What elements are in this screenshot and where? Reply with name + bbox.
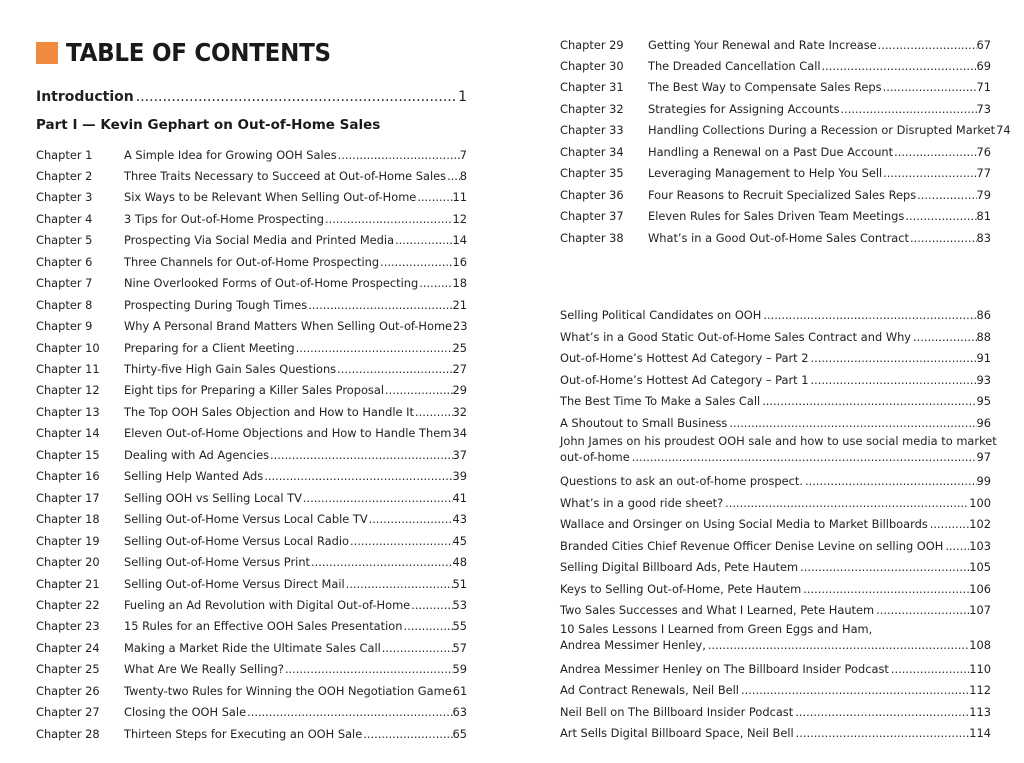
chapter-page: 76 xyxy=(976,144,991,159)
chapter-page: 63 xyxy=(452,705,467,720)
chapter-page: 14 xyxy=(452,233,467,248)
dot-leader xyxy=(811,372,977,388)
article-title-line: 10 Sales Lessons I Learned from Green Eggs and Ham, xyxy=(560,622,873,636)
chapter-page: 51 xyxy=(452,576,467,591)
dot-leader xyxy=(346,577,453,591)
article-title: Keys to Selling Out-of-Home, Pete Hautem xyxy=(560,581,802,596)
article-title: Out-of-Home’s Hottest Ad Category – Part 2 xyxy=(560,350,809,365)
article-title-line: John James on his proudest OOH sale and how to use social media to market xyxy=(560,434,997,448)
article-entry xyxy=(560,621,991,653)
dot-leader xyxy=(878,38,977,52)
dot-leader xyxy=(894,145,976,159)
chapter-entry xyxy=(36,659,467,680)
article-title: out-of-home xyxy=(560,450,630,464)
dot-leader xyxy=(803,581,969,597)
chapter-page: 83 xyxy=(976,230,991,245)
chapter-number: Chapter 18 xyxy=(36,512,100,527)
article-title: Questions to ask an out-of-home prospect. xyxy=(560,473,804,488)
chapter-number: Chapter 20 xyxy=(36,555,100,570)
dot-leader xyxy=(325,212,453,226)
chapter-entry xyxy=(36,165,467,186)
chapter-title: Dealing with Ad Agencies xyxy=(124,447,270,462)
chapter-title: Three Channels for Out-of-Home Prospecting xyxy=(124,254,380,269)
chapter-entry xyxy=(36,637,467,658)
chapter-entry xyxy=(560,184,991,205)
chapter-title: Selling OOH vs Selling Local TV xyxy=(124,490,302,505)
chapter-entry xyxy=(36,380,467,401)
article-title: Selling Digital Billboard Ads, Pete Hautem xyxy=(560,559,799,574)
chapter-number: Chapter 32 xyxy=(560,101,624,116)
article-page: 108 xyxy=(969,638,991,652)
dot-leader xyxy=(876,602,969,618)
dot-leader xyxy=(403,619,452,633)
chapter-page: 39 xyxy=(452,469,467,484)
dot-leader xyxy=(917,188,976,202)
article-title: Ad Contract Renewals, Neil Bell xyxy=(560,682,739,697)
article-entry xyxy=(560,578,991,599)
chapter-number: Chapter 34 xyxy=(560,144,624,159)
chapter-number: Chapter 13 xyxy=(36,404,100,419)
chapter-title: Preparing for a Client Meeting xyxy=(124,340,295,355)
chapter-page: 48 xyxy=(452,555,467,570)
dot-leader xyxy=(337,362,452,376)
article-entry xyxy=(560,304,991,325)
chapter-number: Chapter 15 xyxy=(36,447,100,462)
chapter-entry xyxy=(36,144,467,165)
chapter-page: 12 xyxy=(452,211,467,226)
dot-leader xyxy=(883,80,977,94)
chapter-number: Chapter 35 xyxy=(560,166,624,181)
chapter-page: 61 xyxy=(452,683,468,698)
article-page: 86 xyxy=(976,307,991,322)
chapter-entry xyxy=(36,530,467,551)
dot-leader xyxy=(296,341,453,355)
chapter-entry xyxy=(36,616,467,637)
dot-leader xyxy=(883,166,976,180)
article-title: What’s in a good ride sheet? xyxy=(560,495,724,510)
article-page: 107 xyxy=(969,602,991,617)
dot-leader xyxy=(285,662,453,676)
article-entry xyxy=(560,556,991,577)
chapter-page: 25 xyxy=(452,340,467,355)
article-page: 102 xyxy=(969,516,991,531)
chapter-title: Six Ways to be Relevant When Selling Out-of-Home xyxy=(124,190,417,205)
dot-leader xyxy=(380,255,452,269)
chapter-page: 57 xyxy=(452,640,467,655)
article-title: Selling Political Candidates on OOH xyxy=(560,307,762,322)
article-entry xyxy=(560,679,991,700)
dot-leader xyxy=(382,641,453,655)
article-title: A Shoutout to Small Business xyxy=(560,415,728,430)
dot-leader xyxy=(891,661,969,677)
chapter-entry xyxy=(36,401,467,422)
chapter-entry xyxy=(560,98,991,119)
dot-leader xyxy=(270,448,452,462)
chapter-page: 43 xyxy=(452,512,467,527)
chapter-page: 74 xyxy=(996,123,1011,138)
chapter-number: Chapter 4 xyxy=(36,211,93,226)
chapter-page: 23 xyxy=(453,319,468,334)
page-title: TABLE OF CONTENTS xyxy=(66,38,331,67)
article-title: Andrea Messimer Henley, xyxy=(560,638,706,652)
chapter-page: 73 xyxy=(976,101,991,116)
dot-leader xyxy=(841,102,977,116)
article-page: 106 xyxy=(969,581,991,596)
chapter-entry xyxy=(36,723,467,744)
article-page: 113 xyxy=(969,704,991,719)
chapter-number: Chapter 38 xyxy=(560,230,624,245)
chapter-page: 32 xyxy=(452,404,467,419)
orange-square-icon xyxy=(36,42,58,64)
chapter-number: Chapter 12 xyxy=(36,383,100,398)
article-entry xyxy=(560,412,991,433)
chapter-title: Closing the OOH Sale xyxy=(124,705,247,720)
chapter-entry xyxy=(560,55,991,76)
dot-leader xyxy=(415,405,453,419)
chapter-entry xyxy=(36,487,467,508)
chapter-entry xyxy=(36,230,467,251)
chapter-title: Selling Out-of-Home Versus Print xyxy=(124,555,311,570)
dot-leader xyxy=(350,534,453,548)
dot-leader xyxy=(338,148,460,162)
chapter-entry xyxy=(560,227,991,248)
introduction-label: Introduction xyxy=(36,89,134,105)
chapter-title: What’s in a Good Out-of-Home Sales Contract xyxy=(648,230,909,245)
dot-leader xyxy=(822,59,977,73)
chapter-number: Chapter 31 xyxy=(560,80,624,95)
dot-leader xyxy=(419,276,452,290)
chapter-title: What Are We Really Selling? xyxy=(124,662,284,677)
dot-leader xyxy=(632,449,977,465)
chapter-page: 69 xyxy=(976,58,991,73)
chapter-title: Thirty-five High Gain Sales Questions xyxy=(124,362,337,376)
article-entry xyxy=(560,513,991,534)
chapter-number: Chapter 29 xyxy=(560,37,624,52)
chapter-title: Three Traits Necessary to Succeed at Out-of-Home Sales xyxy=(124,168,447,183)
dot-leader xyxy=(796,725,970,741)
chapter-entry xyxy=(560,34,991,55)
chapter-title: Prospecting During Tough Times xyxy=(124,297,308,312)
chapter-page: 79 xyxy=(976,187,991,202)
dot-leader xyxy=(303,491,453,505)
chapter-page: 18 xyxy=(452,276,467,291)
chapter-page: 41 xyxy=(452,490,467,505)
article-title: The Best Time To Make a Sales Call xyxy=(560,393,761,408)
chapter-entry xyxy=(36,594,467,615)
chapter-number: Chapter 36 xyxy=(560,187,624,202)
article-entry xyxy=(560,326,991,347)
dot-leader xyxy=(417,190,452,204)
dot-leader xyxy=(385,383,453,397)
dot-leader xyxy=(945,538,969,554)
article-entry xyxy=(560,390,991,411)
article-entry xyxy=(560,369,991,390)
chapter-entry xyxy=(36,187,467,208)
chapter-title: Leveraging Management to Help You Sell xyxy=(648,166,883,181)
chapter-number: Chapter 11 xyxy=(36,362,100,376)
chapter-entry xyxy=(36,423,467,444)
chapter-entry xyxy=(36,337,467,358)
chapter-title: Getting Your Renewal and Rate Increase xyxy=(648,37,877,52)
dot-leader xyxy=(763,307,976,323)
chapter-entry xyxy=(560,163,991,184)
dot-leader xyxy=(913,329,976,345)
chapter-title: The Dreaded Cancellation Call xyxy=(648,58,821,73)
chapter-title: 15 Rules for an Effective OOH Sales Presentation xyxy=(124,619,403,634)
chapter-number: Chapter 37 xyxy=(560,209,624,224)
article-title: Branded Cities Chief Revenue Officer Denise Levine on selling OOH xyxy=(560,538,944,553)
chapter-title: Selling Out-of-Home Versus Local Cable TV xyxy=(124,512,368,527)
chapter-entry xyxy=(36,316,467,337)
chapter-page: 55 xyxy=(452,619,467,634)
chapter-title: Eleven Rules for Sales Driven Team Meetings xyxy=(648,209,905,224)
chapter-entry xyxy=(36,702,467,723)
article-title: Wallace and Orsinger on Using Social Media to Market Billboards xyxy=(560,516,928,531)
article-page: 99 xyxy=(976,473,991,488)
chapter-title: Fueling an Ad Revolution with Digital Out-of-Home xyxy=(124,597,411,612)
dot-leader xyxy=(311,555,452,569)
chapter-title: Eleven Out-of-Home Objections and How to Handle Them xyxy=(124,426,452,441)
chapter-page: 8 xyxy=(459,168,467,183)
chapter-page: 37 xyxy=(452,447,467,462)
chapter-title: Nine Overlooked Forms of Out-of-Home Prospecting xyxy=(124,276,419,291)
chapter-title: 3 Tips for Out-of-Home Prospecting xyxy=(124,211,324,226)
chapter-number: Chapter 7 xyxy=(36,276,93,291)
dot-leader xyxy=(264,469,452,483)
chapter-entry xyxy=(36,466,467,487)
chapter-entry xyxy=(36,680,467,701)
chapter-page: 77 xyxy=(976,166,991,181)
chapter-page: 16 xyxy=(452,254,467,269)
chapter-number: Chapter 23 xyxy=(36,619,100,634)
chapter-page: 67 xyxy=(976,37,991,52)
chapter-entry xyxy=(36,359,467,380)
article-page: 112 xyxy=(969,682,991,697)
chapter-title: Selling Help Wanted Ads xyxy=(124,469,264,484)
chapter-title: A Simple Idea for Growing OOH Sales xyxy=(124,147,337,162)
chapter-title: Prospecting Via Social Media and Printed Media xyxy=(124,233,395,248)
article-title: Out-of-Home’s Hottest Ad Category – Part 1 xyxy=(560,372,809,387)
dot-leader xyxy=(729,415,976,431)
article-entry xyxy=(560,433,997,465)
chapter-page: 65 xyxy=(452,726,467,741)
chapter-title: Making a Market Ride the Ultimate Sales Call xyxy=(124,640,381,655)
chapter-number: Chapter 17 xyxy=(36,490,100,505)
article-title: Two Sales Successes and What I Learned, Pete Hautem xyxy=(560,602,875,617)
dot-leader xyxy=(447,169,460,183)
chapter-number: Chapter 3 xyxy=(36,190,93,205)
article-page: 103 xyxy=(969,538,991,553)
dot-leader xyxy=(805,473,976,489)
chapter-title: Four Reasons to Recruit Specialized Sales Reps xyxy=(648,187,917,202)
dot-leader xyxy=(795,704,969,720)
dot-leader xyxy=(725,495,969,511)
article-title: What’s in a Good Static Out-of-Home Sales Contract and Why xyxy=(560,329,912,344)
chapter-title: Handling Collections During a Recession or Disrupted Market xyxy=(648,123,996,138)
chapter-number: Chapter 33 xyxy=(560,123,624,138)
chapter-page: 21 xyxy=(452,297,467,312)
dot-leader xyxy=(741,682,969,698)
chapter-page: 11 xyxy=(452,190,467,205)
chapter-number: Chapter 22 xyxy=(36,597,100,612)
chapter-page: 81 xyxy=(976,209,991,224)
chapter-entry xyxy=(560,141,991,162)
chapter-page: 29 xyxy=(452,383,467,398)
dot-leader xyxy=(369,512,453,526)
chapter-title: Selling Out-of-Home Versus Local Radio xyxy=(124,533,349,548)
article-page: 96 xyxy=(976,415,991,430)
article-page: 91 xyxy=(976,350,991,365)
article-page: 93 xyxy=(976,372,991,387)
chapter-entry xyxy=(36,208,467,229)
chapter-title: Thirteen Steps for Executing an OOH Sale xyxy=(124,726,363,741)
dot-leader xyxy=(363,727,452,741)
chapter-entry xyxy=(36,273,467,294)
chapter-title: Selling Out-of-Home Versus Direct Mail xyxy=(124,576,345,591)
chapter-title: Handling a Renewal on a Past Due Account xyxy=(648,144,894,159)
chapter-entry xyxy=(560,77,991,98)
chapter-page: 45 xyxy=(452,533,467,548)
article-page: 105 xyxy=(969,559,991,574)
chapter-number: Chapter 16 xyxy=(36,469,100,484)
chapter-page: 59 xyxy=(452,662,467,677)
chapter-page: 53 xyxy=(452,597,467,612)
chapter-entry xyxy=(36,444,467,465)
chapter-entry xyxy=(36,251,467,272)
chapter-number: Chapter 30 xyxy=(560,58,624,73)
chapter-number: Chapter 19 xyxy=(36,533,100,548)
chapter-title: Strategies for Assigning Accounts xyxy=(648,101,840,116)
chapter-number: Chapter 10 xyxy=(36,340,100,355)
chapter-number: Chapter 9 xyxy=(36,319,93,334)
article-page: 97 xyxy=(976,450,991,464)
right-page xyxy=(512,0,1024,763)
introduction-page: 1 xyxy=(458,89,467,105)
introduction-entry xyxy=(36,89,467,105)
article-entry xyxy=(560,722,991,743)
chapter-title: The Best Way to Compensate Sales Reps xyxy=(648,80,882,95)
chapter-entry xyxy=(36,294,467,315)
toc-header xyxy=(36,38,354,67)
dot-leader xyxy=(247,705,452,719)
chapter-number: Chapter 26 xyxy=(36,683,100,698)
chapter-entry xyxy=(36,509,467,530)
article-page: 95 xyxy=(976,393,991,408)
chapter-page: 7 xyxy=(459,147,467,162)
dot-leader xyxy=(708,637,969,653)
article-entry xyxy=(560,535,991,556)
article-entry xyxy=(560,658,991,679)
chapter-page: 27 xyxy=(452,362,467,376)
article-entry xyxy=(560,599,991,620)
article-title: Art Sells Digital Billboard Space, Neil Bell xyxy=(560,725,794,740)
dot-leader xyxy=(800,559,969,575)
chapter-page: 71 xyxy=(976,80,991,95)
chapter-entry xyxy=(36,552,467,573)
dot-leader xyxy=(910,231,977,245)
chapter-entry xyxy=(36,573,467,594)
dot-leader xyxy=(811,350,977,366)
chapter-number: Chapter 8 xyxy=(36,297,93,312)
chapter-entry xyxy=(560,206,991,227)
chapter-title: Twenty-two Rules for Winning the OOH Negotiation Game xyxy=(124,683,452,698)
dot-leader xyxy=(905,209,976,223)
chapter-number: Chapter 28 xyxy=(36,726,100,741)
article-page: 88 xyxy=(976,329,991,344)
article-page: 114 xyxy=(969,725,991,740)
article-entry xyxy=(560,701,991,722)
article-page: 110 xyxy=(969,661,991,676)
article-entry xyxy=(560,492,991,513)
chapter-page: 34 xyxy=(452,426,467,441)
dot-leader xyxy=(395,233,452,247)
chapter-number: Chapter 25 xyxy=(36,662,100,677)
chapter-number: Chapter 21 xyxy=(36,576,100,591)
chapter-title: Eight tips for Preparing a Killer Sales Proposal xyxy=(124,383,384,398)
part1-heading: Part I — Kevin Gephart on Out-of-Home Sales xyxy=(36,117,381,133)
chapter-number: Chapter 14 xyxy=(36,426,100,441)
article-title: Neil Bell on The Billboard Insider Podcast xyxy=(560,704,794,719)
dot-leader xyxy=(930,516,969,532)
chapter-number: Chapter 6 xyxy=(36,254,93,269)
article-entry xyxy=(560,347,991,368)
chapter-number: Chapter 24 xyxy=(36,640,100,655)
dot-leader xyxy=(762,393,976,409)
dot-leader xyxy=(136,89,456,105)
article-page: 100 xyxy=(969,495,991,510)
chapter-number: Chapter 5 xyxy=(36,233,93,248)
article-title: Andrea Messimer Henley on The Billboard Insider Podcast xyxy=(560,661,889,676)
article-entry xyxy=(560,470,991,491)
chapter-number: Chapter 2 xyxy=(36,168,93,183)
dot-leader xyxy=(308,298,452,312)
chapter-number: Chapter 1 xyxy=(36,147,93,162)
chapter-number: Chapter 27 xyxy=(36,705,100,720)
dot-leader xyxy=(411,598,452,612)
chapter-title: Why A Personal Brand Matters When Selling Out-of-Home xyxy=(124,319,453,334)
chapter-title: The Top OOH Sales Objection and How to Handle It xyxy=(124,404,414,419)
chapter-entry xyxy=(560,120,1011,141)
